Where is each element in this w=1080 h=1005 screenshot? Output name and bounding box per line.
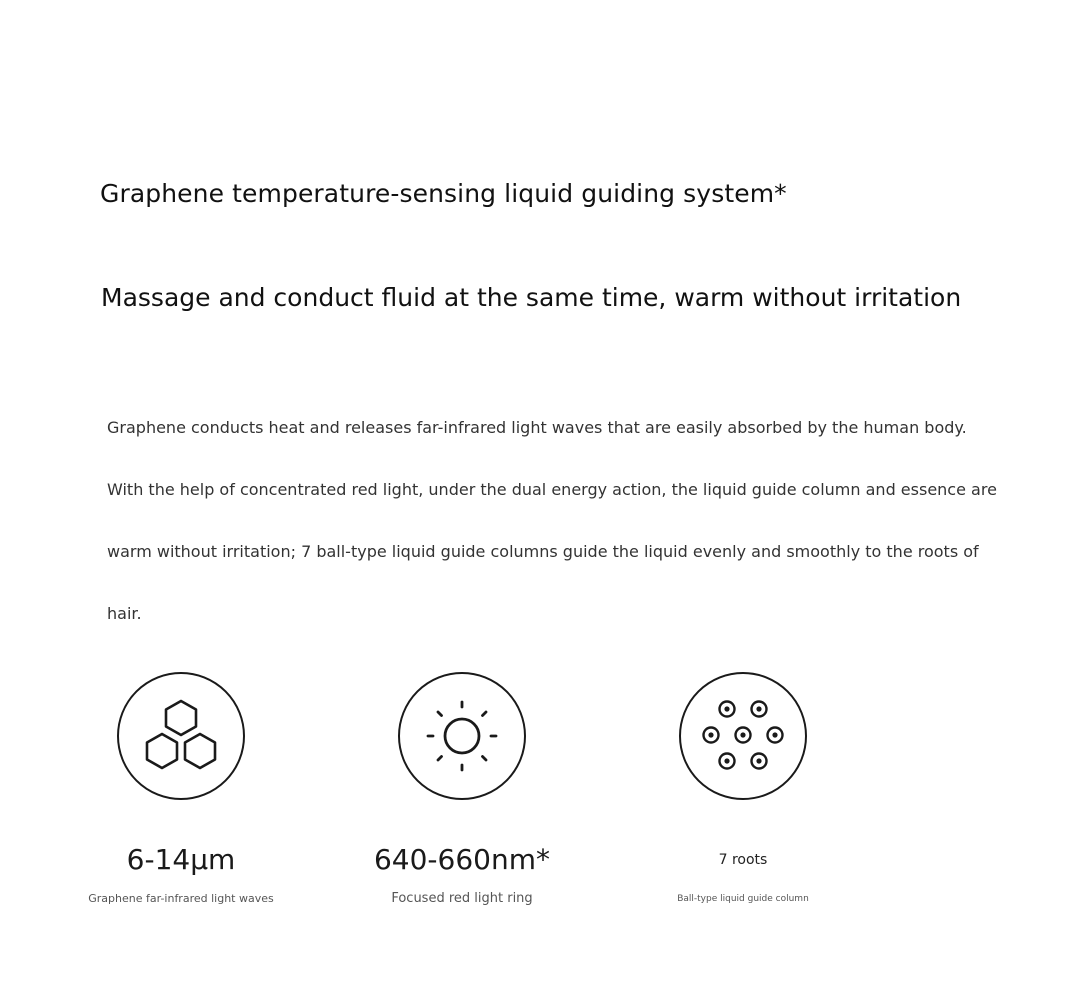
page-subtitle: Massage and conduct fluid at the same time, warm without irritation [101, 283, 962, 312]
feature-value: 640-660nm* [373, 843, 550, 876]
hexagon-cluster-icon [141, 696, 221, 776]
feature-caption: Ball-type liquid guide column [677, 894, 809, 904]
sun-icon [422, 696, 502, 776]
feature-caption: Focused red light ring [391, 891, 533, 906]
page-title: Graphene temperature-sensing liquid guiding system* [100, 179, 787, 208]
dot-cluster-icon [701, 694, 785, 778]
feature-value: 6-14µm [126, 843, 236, 876]
feature-liquid-columns [633, 672, 853, 904]
description-paragraph: Graphene conducts heat and releases far-infrared light waves that are easily absorbed by the human body. With the help of concentrated red light, under the dual energy action, the liquid guide column and essence are warm without irritation; 7 ball-type liquid guide columns guide the liquid evenly and smoothly to the roots of hair. [107, 418, 997, 623]
feature-caption: Graphene far-infrared light waves [88, 892, 274, 905]
feature-icon-circle [117, 672, 245, 800]
feature-far-infrared [71, 672, 291, 905]
feature-icon-circle [398, 672, 526, 800]
feature-red-light [352, 672, 572, 906]
feature-value: 7 roots [718, 852, 768, 868]
feature-icon-circle [679, 672, 807, 800]
